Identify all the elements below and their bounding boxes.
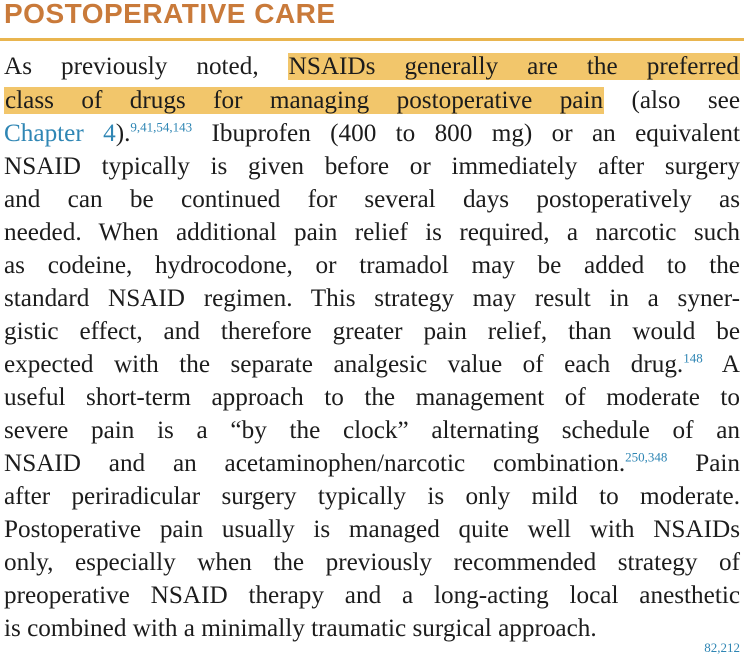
- line-2-text: (also see: [631, 87, 741, 114]
- chapter-link[interactable]: Chapter 4: [4, 120, 116, 147]
- highlighted-text: NSAIDs generally are the preferred: [288, 53, 739, 80]
- text-line-18: is combined with a minimally traumatic surgical approach.: [4, 615, 597, 642]
- text-line-5: and can be continued for several days postoperatively as: [4, 186, 740, 213]
- text-line-7: as codeine, hydrocodone, or tramadol may be added to the: [4, 252, 740, 279]
- text-line-1: [4, 50, 740, 83]
- text-line-4: NSAID typically is given before or immediately after surgery: [4, 153, 740, 180]
- line-10-tail: A: [702, 351, 740, 378]
- text-line-3: [4, 117, 740, 150]
- text-line-9: gistic effect, and therefore greater pain relief, than would be: [4, 318, 740, 345]
- heading-rule: [0, 38, 744, 41]
- text-line-11: useful short-term approach to the management of moderate to: [4, 384, 740, 411]
- text-line-10: [4, 348, 740, 381]
- citation-ref[interactable]: 82,212: [704, 640, 740, 655]
- line-3-text: Ibuprofen (400 to 800 mg) or an equivalent: [192, 120, 741, 147]
- section-heading: POSTOPERATIVE CARE: [4, 0, 336, 29]
- line-13-text: NSAID and an acetaminophen/narcotic combination.: [4, 450, 626, 477]
- text-line-6: needed. When additional pain relief is required, a narcotic such: [4, 219, 740, 246]
- line-13-tail: Pain: [667, 450, 741, 477]
- citation-ref[interactable]: 148: [683, 350, 703, 366]
- text-line-12: severe pain is a “by the clock” alternating schedule of an: [4, 417, 740, 444]
- text-line-14: after periradicular surgery typically is only mild to moderate.: [4, 483, 740, 510]
- highlighted-text: class of drugs for managing postoperative pain: [5, 87, 604, 114]
- text-line-16: only, especially when the previously recommended strategy of: [4, 549, 740, 576]
- line-10-text: expected with the separate analgesic value of each drug.: [4, 351, 684, 378]
- citation-ref[interactable]: 9,41,54,143: [130, 119, 193, 135]
- text-line-2: [4, 84, 740, 117]
- line-1-text: As previously noted,: [4, 53, 259, 80]
- line-3-punct: ).: [115, 120, 131, 147]
- text-line-8: standard NSAID regimen. This strategy may result in a syner-: [4, 285, 740, 312]
- text-line-15: Postoperative pain usually is managed quite well with NSAIDs: [4, 516, 740, 543]
- text-line-17: preoperative NSAID therapy and a long-acting local anesthetic: [4, 582, 740, 609]
- citation-ref[interactable]: 250,348: [625, 449, 668, 465]
- text-line-13: [4, 447, 740, 480]
